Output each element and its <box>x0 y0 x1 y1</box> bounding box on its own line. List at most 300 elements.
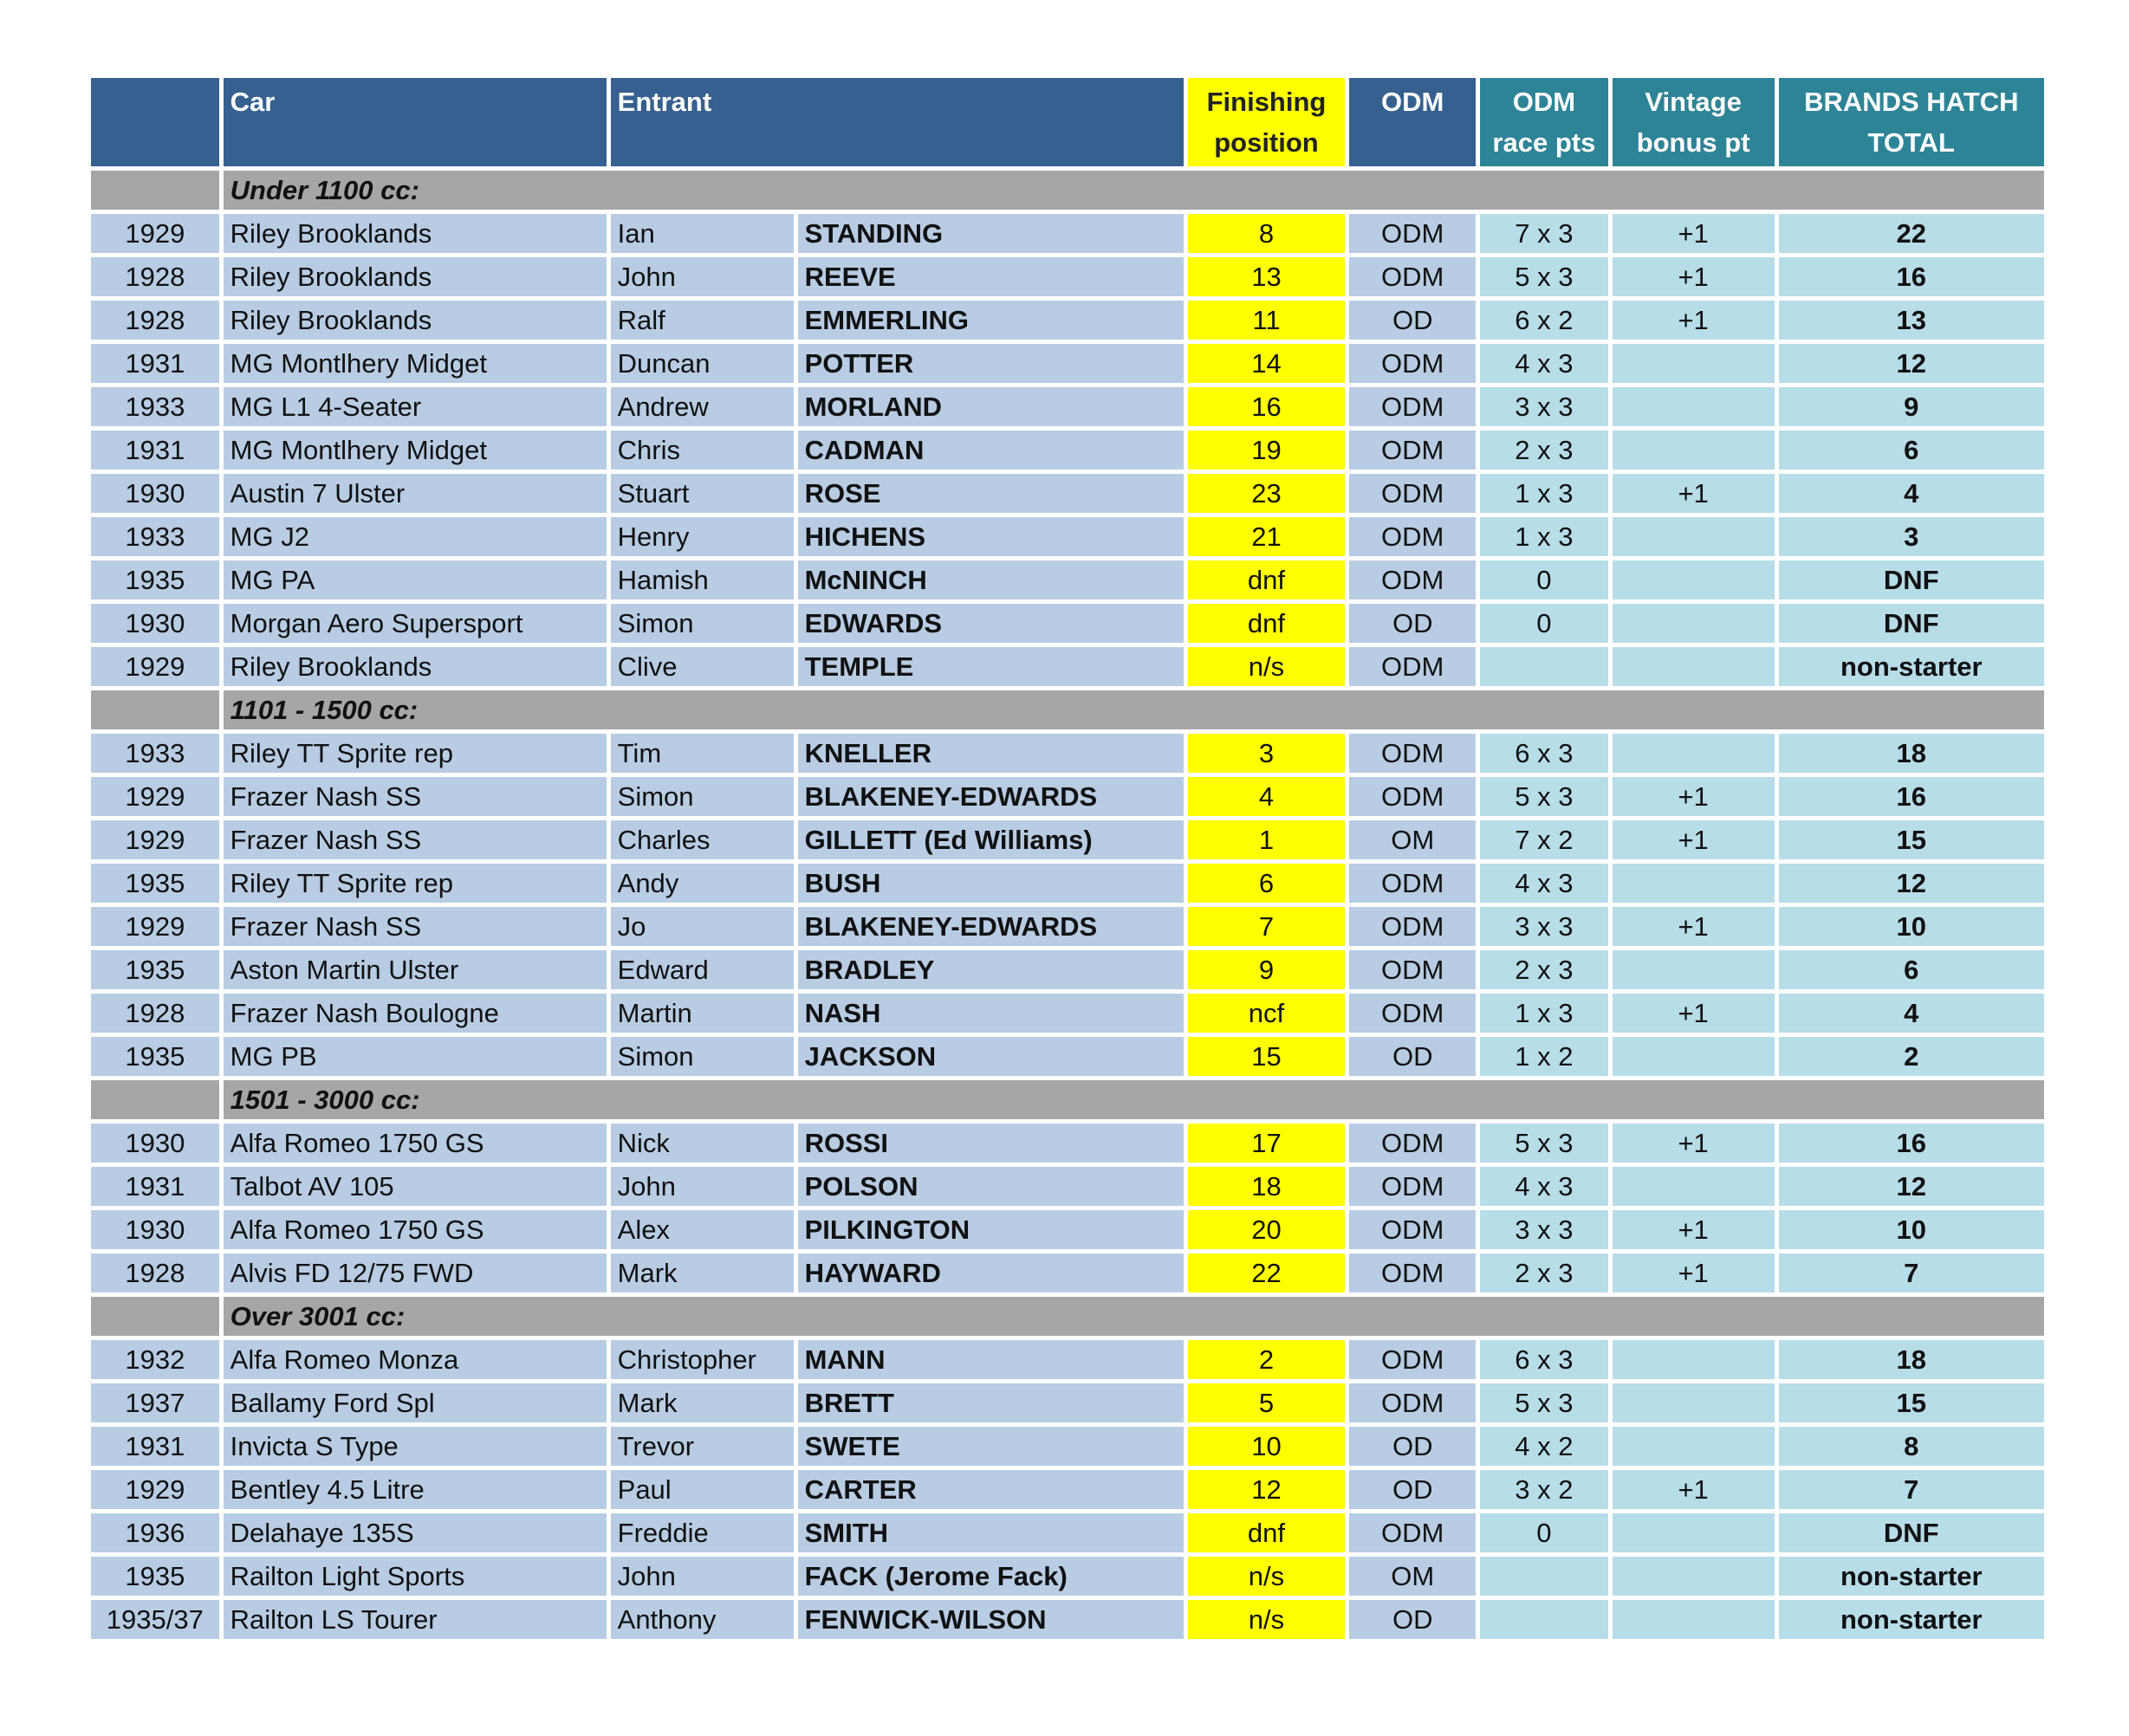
header-total-line2: TOTAL <box>1867 127 1955 158</box>
cell-year: 1935 <box>91 560 219 599</box>
cell-car: MG L1 4-Seater <box>224 387 607 426</box>
table-row <box>91 647 2044 686</box>
cell-race-pts: 4 x 2 <box>1480 1427 1608 1466</box>
cell-total: 9 <box>1779 387 2044 426</box>
cell-finishing-position: dnf <box>1188 560 1346 599</box>
cell-first-name: John <box>611 257 794 296</box>
cell-odm: ODM <box>1349 907 1476 946</box>
table-row <box>91 301 2044 340</box>
cell-race-pts: 4 x 3 <box>1480 864 1608 903</box>
cell-race-pts: 1 x 3 <box>1480 517 1608 556</box>
cell-car: Talbot AV 105 <box>224 1167 607 1206</box>
cell-odm: ODM <box>1349 1124 1476 1163</box>
section-row <box>91 1080 2044 1119</box>
cell-total: 15 <box>1779 1383 2044 1422</box>
header-vintage-line2: bonus pt <box>1636 127 1750 158</box>
cell-vintage-bonus: +1 <box>1613 1253 1775 1292</box>
table-row <box>91 1037 2044 1076</box>
cell-vintage-bonus: +1 <box>1613 994 1775 1033</box>
cell-odm: ODM <box>1349 560 1476 599</box>
cell-race-pts: 1 x 2 <box>1480 1037 1608 1076</box>
cell-year: 1930 <box>91 1124 219 1163</box>
cell-vintage-bonus <box>1613 387 1775 426</box>
cell-last-name: EDWARDS <box>798 604 1184 643</box>
cell-vintage-bonus: +1 <box>1613 1124 1775 1163</box>
cell-vintage-bonus <box>1613 517 1775 556</box>
cell-race-pts: 0 <box>1480 1513 1608 1552</box>
cell-total: 16 <box>1779 257 2044 296</box>
cell-total: DNF <box>1779 1513 2044 1552</box>
cell-finishing-position: 22 <box>1188 1253 1346 1292</box>
cell-odm: OD <box>1349 1037 1476 1076</box>
cell-finishing-position: 4 <box>1188 777 1346 816</box>
cell-finishing-position: 12 <box>1188 1470 1346 1509</box>
cell-race-pts <box>1480 1557 1608 1596</box>
cell-last-name: MANN <box>798 1340 1184 1379</box>
cell-first-name: Edward <box>611 950 794 989</box>
cell-odm: ODM <box>1349 214 1476 253</box>
cell-first-name: Henry <box>611 517 794 556</box>
cell-year: 1928 <box>91 1253 219 1292</box>
cell-car: MG Montlhery Midget <box>224 431 607 470</box>
cell-race-pts: 6 x 2 <box>1480 301 1608 340</box>
table-row <box>91 1253 2044 1292</box>
cell-year: 1929 <box>91 820 219 859</box>
cell-year: 1933 <box>91 517 219 556</box>
cell-race-pts: 4 x 3 <box>1480 1167 1608 1206</box>
cell-car: Riley Brooklands <box>224 647 607 686</box>
cell-vintage-bonus <box>1613 344 1775 383</box>
table-row <box>91 1340 2044 1379</box>
cell-odm: ODM <box>1349 431 1476 470</box>
cell-race-pts: 5 x 3 <box>1480 777 1608 816</box>
cell-first-name: Stuart <box>611 474 794 513</box>
cell-race-pts: 2 x 3 <box>1480 950 1608 989</box>
cell-last-name: REEVE <box>798 257 1184 296</box>
cell-finishing-position: 15 <box>1188 1037 1346 1076</box>
cell-finishing-position: 16 <box>1188 387 1346 426</box>
cell-finishing-position: 19 <box>1188 431 1346 470</box>
cell-total: 4 <box>1779 994 2044 1033</box>
header-car: Car <box>224 78 607 166</box>
header-total <box>1779 78 2044 166</box>
section-title: 1501 - 3000 cc: <box>224 1080 2044 1119</box>
cell-total: DNF <box>1779 604 2044 643</box>
table-row <box>91 1600 2044 1639</box>
cell-last-name: JACKSON <box>798 1037 1184 1076</box>
cell-total: DNF <box>1779 560 2044 599</box>
cell-total: 6 <box>1779 950 2044 989</box>
cell-total: 15 <box>1779 820 2044 859</box>
cell-year: 1929 <box>91 1470 219 1509</box>
cell-car: Alfa Romeo 1750 GS <box>224 1124 607 1163</box>
cell-odm: ODM <box>1349 1383 1476 1422</box>
cell-year: 1928 <box>91 301 219 340</box>
cell-total: 12 <box>1779 344 2044 383</box>
cell-year: 1931 <box>91 1167 219 1206</box>
table-row <box>91 907 2044 946</box>
cell-finishing-position: 21 <box>1188 517 1346 556</box>
cell-last-name: POLSON <box>798 1167 1184 1206</box>
cell-first-name: Charles <box>611 820 794 859</box>
cell-first-name: John <box>611 1557 794 1596</box>
cell-odm: ODM <box>1349 517 1476 556</box>
cell-year: 1937 <box>91 1383 219 1422</box>
cell-year: 1931 <box>91 431 219 470</box>
header-vintage-bonus <box>1613 78 1775 166</box>
cell-year: 1933 <box>91 387 219 426</box>
table-row <box>91 344 2044 383</box>
cell-first-name: Simon <box>611 1037 794 1076</box>
cell-car: Delahaye 135S <box>224 1513 607 1552</box>
table-row <box>91 431 2044 470</box>
cell-vintage-bonus: +1 <box>1613 820 1775 859</box>
cell-first-name: Trevor <box>611 1427 794 1466</box>
cell-race-pts: 7 x 2 <box>1480 820 1608 859</box>
cell-year: 1935 <box>91 950 219 989</box>
results-body <box>91 171 2044 1639</box>
header-entrant: Entrant <box>611 78 1184 166</box>
table-row <box>91 1210 2044 1249</box>
cell-race-pts: 5 x 3 <box>1480 257 1608 296</box>
cell-first-name: John <box>611 1167 794 1206</box>
cell-first-name: Ian <box>611 214 794 253</box>
cell-odm: ODM <box>1349 257 1476 296</box>
cell-finishing-position: 17 <box>1188 1124 1346 1163</box>
cell-total: non-starter <box>1779 1600 2044 1639</box>
cell-first-name: Hamish <box>611 560 794 599</box>
cell-total: 3 <box>1779 517 2044 556</box>
table-row <box>91 734 2044 773</box>
cell-year: 1930 <box>91 604 219 643</box>
cell-race-pts: 5 x 3 <box>1480 1383 1608 1422</box>
cell-car: Austin 7 Ulster <box>224 474 607 513</box>
cell-total: 6 <box>1779 431 2044 470</box>
cell-first-name: Martin <box>611 994 794 1033</box>
cell-total: 22 <box>1779 214 2044 253</box>
cell-vintage-bonus <box>1613 734 1775 773</box>
cell-vintage-bonus <box>1613 1513 1775 1552</box>
cell-finishing-position: 2 <box>1188 1340 1346 1379</box>
cell-finishing-position: dnf <box>1188 604 1346 643</box>
cell-odm: OD <box>1349 301 1476 340</box>
section-spacer <box>91 690 219 729</box>
cell-year: 1935 <box>91 1037 219 1076</box>
cell-last-name: BRETT <box>798 1383 1184 1422</box>
cell-race-pts <box>1480 647 1608 686</box>
cell-year: 1935 <box>91 864 219 903</box>
section-row <box>91 690 2044 729</box>
header-year <box>91 78 219 166</box>
cell-car: Invicta S Type <box>224 1427 607 1466</box>
cell-race-pts: 5 x 3 <box>1480 1124 1608 1163</box>
cell-total: 10 <box>1779 907 2044 946</box>
cell-total: 4 <box>1779 474 2044 513</box>
cell-vintage-bonus: +1 <box>1613 1470 1775 1509</box>
cell-vintage-bonus <box>1613 604 1775 643</box>
cell-vintage-bonus <box>1613 560 1775 599</box>
header-race-pts <box>1480 78 1608 166</box>
cell-finishing-position: 10 <box>1188 1427 1346 1466</box>
cell-finishing-position: 9 <box>1188 950 1346 989</box>
table-row <box>91 387 2044 426</box>
cell-year: 1929 <box>91 647 219 686</box>
cell-vintage-bonus <box>1613 1427 1775 1466</box>
table-row <box>91 1470 2044 1509</box>
cell-vintage-bonus: +1 <box>1613 257 1775 296</box>
cell-car: MG J2 <box>224 517 607 556</box>
table-row <box>91 1557 2044 1596</box>
table-row <box>91 1383 2044 1422</box>
cell-car: Alvis FD 12/75 FWD <box>224 1253 607 1292</box>
cell-car: Riley TT Sprite rep <box>224 734 607 773</box>
cell-odm: OD <box>1349 1427 1476 1466</box>
cell-year: 1931 <box>91 344 219 383</box>
cell-car: Riley TT Sprite rep <box>224 864 607 903</box>
header-finishing-line2: position <box>1214 127 1319 158</box>
cell-last-name: HAYWARD <box>798 1253 1184 1292</box>
cell-car: Riley Brooklands <box>224 257 607 296</box>
table-row <box>91 604 2044 643</box>
cell-year: 1928 <box>91 994 219 1033</box>
cell-year: 1935 <box>91 1557 219 1596</box>
cell-finishing-position: n/s <box>1188 1600 1346 1639</box>
cell-finishing-position: 14 <box>1188 344 1346 383</box>
cell-first-name: Alex <box>611 1210 794 1249</box>
cell-last-name: GILLETT (Ed Williams) <box>798 820 1184 859</box>
table-row <box>91 1427 2044 1466</box>
cell-odm: ODM <box>1349 950 1476 989</box>
cell-total: 16 <box>1779 777 2044 816</box>
cell-total: 8 <box>1779 1427 2044 1466</box>
cell-total: 16 <box>1779 1124 2044 1163</box>
cell-odm: OD <box>1349 604 1476 643</box>
cell-first-name: Simon <box>611 777 794 816</box>
cell-race-pts: 3 x 2 <box>1480 1470 1608 1509</box>
cell-race-pts: 3 x 3 <box>1480 907 1608 946</box>
header-finishing-line1: Finishing <box>1206 87 1327 117</box>
cell-vintage-bonus: +1 <box>1613 1210 1775 1249</box>
cell-last-name: EMMERLING <box>798 301 1184 340</box>
cell-finishing-position: 18 <box>1188 1167 1346 1206</box>
cell-last-name: BUSH <box>798 864 1184 903</box>
table-row <box>91 560 2044 599</box>
cell-car: Railton LS Tourer <box>224 1600 607 1639</box>
cell-car: Frazer Nash SS <box>224 907 607 946</box>
header-finishing-position <box>1188 78 1346 166</box>
cell-vintage-bonus <box>1613 431 1775 470</box>
cell-finishing-position: dnf <box>1188 1513 1346 1552</box>
cell-car: MG PA <box>224 560 607 599</box>
cell-total: non-starter <box>1779 1557 2044 1596</box>
header-row <box>91 78 2044 166</box>
cell-vintage-bonus <box>1613 1167 1775 1206</box>
cell-last-name: MORLAND <box>798 387 1184 426</box>
cell-last-name: NASH <box>798 994 1184 1033</box>
cell-first-name: Chris <box>611 431 794 470</box>
cell-vintage-bonus <box>1613 647 1775 686</box>
table-row <box>91 517 2044 556</box>
section-spacer <box>91 1297 219 1336</box>
cell-car: Frazer Nash SS <box>224 820 607 859</box>
cell-finishing-position: n/s <box>1188 1557 1346 1596</box>
header-race-pts-line2: race pts <box>1492 127 1596 158</box>
cell-odm: ODM <box>1349 387 1476 426</box>
cell-race-pts: 3 x 3 <box>1480 1210 1608 1249</box>
cell-year: 1930 <box>91 1210 219 1249</box>
cell-last-name: CARTER <box>798 1470 1184 1509</box>
cell-last-name: KNELLER <box>798 734 1184 773</box>
table-row <box>91 950 2044 989</box>
cell-first-name: Paul <box>611 1470 794 1509</box>
cell-car: Frazer Nash Boulogne <box>224 994 607 1033</box>
cell-total: 12 <box>1779 1167 2044 1206</box>
cell-vintage-bonus <box>1613 1340 1775 1379</box>
cell-race-pts: 1 x 3 <box>1480 994 1608 1033</box>
cell-total: 7 <box>1779 1253 2044 1292</box>
cell-total: 12 <box>1779 864 2044 903</box>
cell-car: Frazer Nash SS <box>224 777 607 816</box>
cell-race-pts: 6 x 3 <box>1480 1340 1608 1379</box>
cell-finishing-position: 20 <box>1188 1210 1346 1249</box>
cell-total: 10 <box>1779 1210 2044 1249</box>
table-row <box>91 994 2044 1033</box>
cell-year: 1930 <box>91 474 219 513</box>
cell-last-name: PILKINGTON <box>798 1210 1184 1249</box>
results-sheet <box>91 78 2053 1643</box>
header-vintage-line1: Vintage <box>1645 87 1742 117</box>
cell-first-name: Andy <box>611 864 794 903</box>
cell-odm: ODM <box>1349 1340 1476 1379</box>
cell-vintage-bonus <box>1613 1557 1775 1596</box>
cell-car: Aston Martin Ulster <box>224 950 607 989</box>
cell-vintage-bonus <box>1613 864 1775 903</box>
section-spacer <box>91 1080 219 1119</box>
cell-odm: ODM <box>1349 1167 1476 1206</box>
cell-first-name: Freddie <box>611 1513 794 1552</box>
cell-year: 1933 <box>91 734 219 773</box>
cell-race-pts <box>1480 1600 1608 1639</box>
cell-race-pts: 2 x 3 <box>1480 1253 1608 1292</box>
cell-car: Bentley 4.5 Litre <box>224 1470 607 1509</box>
cell-year: 1935/37 <box>91 1600 219 1639</box>
cell-total: 7 <box>1779 1470 2044 1509</box>
cell-first-name: Tim <box>611 734 794 773</box>
cell-odm: OD <box>1349 1600 1476 1639</box>
cell-last-name: CADMAN <box>798 431 1184 470</box>
cell-odm: ODM <box>1349 1210 1476 1249</box>
cell-last-name: HICHENS <box>798 517 1184 556</box>
cell-last-name: BRADLEY <box>798 950 1184 989</box>
cell-first-name: Duncan <box>611 344 794 383</box>
section-row <box>91 1297 2044 1336</box>
cell-first-name: Ralf <box>611 301 794 340</box>
cell-last-name: McNINCH <box>798 560 1184 599</box>
cell-year: 1936 <box>91 1513 219 1552</box>
cell-odm: OM <box>1349 820 1476 859</box>
cell-last-name: TEMPLE <box>798 647 1184 686</box>
cell-last-name: SMITH <box>798 1513 1184 1552</box>
cell-last-name: STANDING <box>798 214 1184 253</box>
cell-car: Riley Brooklands <box>224 214 607 253</box>
cell-first-name: Nick <box>611 1124 794 1163</box>
cell-vintage-bonus: +1 <box>1613 474 1775 513</box>
table-row <box>91 257 2044 296</box>
cell-year: 1932 <box>91 1340 219 1379</box>
cell-odm: ODM <box>1349 474 1476 513</box>
cell-car: Morgan Aero Supersport <box>224 604 607 643</box>
header-total-line1: BRANDS HATCH <box>1804 87 2019 117</box>
section-spacer <box>91 171 219 210</box>
cell-odm: ODM <box>1349 647 1476 686</box>
cell-car: Alfa Romeo Monza <box>224 1340 607 1379</box>
cell-race-pts: 0 <box>1480 604 1608 643</box>
section-title: Over 3001 cc: <box>224 1297 2044 1336</box>
cell-first-name: Simon <box>611 604 794 643</box>
cell-vintage-bonus <box>1613 1037 1775 1076</box>
cell-race-pts: 1 x 3 <box>1480 474 1608 513</box>
cell-odm: OM <box>1349 1557 1476 1596</box>
cell-vintage-bonus <box>1613 950 1775 989</box>
cell-odm: ODM <box>1349 994 1476 1033</box>
cell-odm: ODM <box>1349 864 1476 903</box>
cell-race-pts: 6 x 3 <box>1480 734 1608 773</box>
cell-vintage-bonus: +1 <box>1613 777 1775 816</box>
cell-vintage-bonus <box>1613 1383 1775 1422</box>
cell-vintage-bonus: +1 <box>1613 907 1775 946</box>
cell-race-pts: 0 <box>1480 560 1608 599</box>
section-row <box>91 171 2044 210</box>
table-row <box>91 864 2044 903</box>
cell-year: 1931 <box>91 1427 219 1466</box>
cell-last-name: POTTER <box>798 344 1184 383</box>
cell-finishing-position: 13 <box>1188 257 1346 296</box>
cell-finishing-position: 3 <box>1188 734 1346 773</box>
cell-car: MG Montlhery Midget <box>224 344 607 383</box>
cell-odm: ODM <box>1349 1253 1476 1292</box>
cell-finishing-position: 1 <box>1188 820 1346 859</box>
cell-odm: ODM <box>1349 777 1476 816</box>
cell-car: Riley Brooklands <box>224 301 607 340</box>
cell-finishing-position: 7 <box>1188 907 1346 946</box>
table-row <box>91 1167 2044 1206</box>
cell-finishing-position: n/s <box>1188 647 1346 686</box>
cell-car: Alfa Romeo 1750 GS <box>224 1210 607 1249</box>
cell-finishing-position: 6 <box>1188 864 1346 903</box>
cell-finishing-position: ncf <box>1188 994 1346 1033</box>
cell-odm: ODM <box>1349 1513 1476 1552</box>
cell-last-name: BLAKENEY-EDWARDS <box>798 907 1184 946</box>
cell-vintage-bonus <box>1613 1600 1775 1639</box>
cell-odm: ODM <box>1349 734 1476 773</box>
cell-total: 18 <box>1779 734 2044 773</box>
section-title: Under 1100 cc: <box>224 171 2044 210</box>
cell-total: 18 <box>1779 1340 2044 1379</box>
cell-race-pts: 2 x 3 <box>1480 431 1608 470</box>
header-odm: ODM <box>1349 78 1476 166</box>
cell-total: 13 <box>1779 301 2044 340</box>
cell-last-name: ROSE <box>798 474 1184 513</box>
cell-total: 2 <box>1779 1037 2044 1076</box>
cell-last-name: FENWICK-WILSON <box>798 1600 1184 1639</box>
cell-vintage-bonus: +1 <box>1613 301 1775 340</box>
cell-odm: ODM <box>1349 344 1476 383</box>
cell-first-name: Jo <box>611 907 794 946</box>
cell-year: 1929 <box>91 907 219 946</box>
table-row <box>91 820 2044 859</box>
cell-first-name: Mark <box>611 1253 794 1292</box>
cell-first-name: Andrew <box>611 387 794 426</box>
